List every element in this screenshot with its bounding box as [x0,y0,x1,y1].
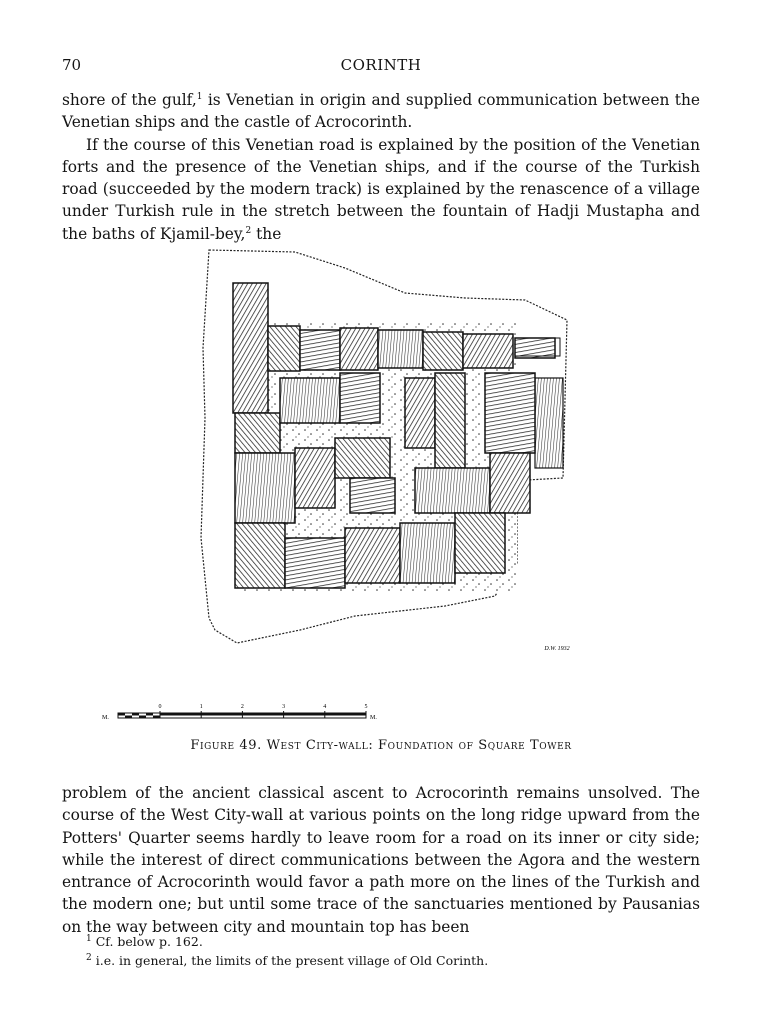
tower-plan-figure [195,238,580,658]
footnote-1: $^1$ Cf. below p. 162. [86,933,203,949]
running-head: CORINTH [340,56,422,74]
footnotes [86,932,488,970]
footnote-ref-1: 1 [196,91,203,102]
scale-tick-label: 4 [323,704,327,710]
scale-unit-left: M. [102,715,109,721]
paragraph-1: shore of the gulf,$^1$ is Venetian in origin and supplied communication between the Venetian ships and the castle of Acrocorinth. [62,91,700,132]
scale-tick-label: 1 [199,704,203,710]
page-header [62,56,700,76]
scale-bar [100,698,390,728]
bottom-text-block [62,782,700,938]
scale-tick-label: 5 [364,704,368,710]
paragraph-3: problem of the ancient classical ascent to Acrocorinth remains unsolved. The course of the West City-wall at various points on the long ridge upward from the Potters' Quarter seems hardly to leave room for a road on its inner or city side; while the interest of direct communications between the Agora and the western entrance of Acrocorinth would favor a path more on the lines of the Turkish and the modern one; but until some trace of the sanctuaries mentioned by Pausanias on the way between city and mountain top has been [62,784,700,936]
scale-tick-label: 0 [158,704,162,710]
page-number: 70 [62,56,82,74]
footnote-ref-2: 2 [245,225,252,236]
footnote-2: $^2$ i.e. in general, the limits of the present village of Old Corinth. [86,952,489,968]
scale-tick-label: 2 [240,704,244,710]
scale-unit-right: M. [370,715,377,721]
top-text-block [62,89,700,245]
paragraph-2: If the course of this Venetian road is explained by the position of the Venetian forts and the presence of the Venetian ships, and if the course of the Turkish road (succeeded by the modern track) is explained by the renascence of a village under Turkish rule in the stretch between the fountain of Hadji Mustapha and the baths of Kjamil-bey,$^2$ the [62,135,700,243]
figure-signature: D.W. 1932 [544,646,570,652]
stone-courses [233,283,563,593]
scale-tick-label: 3 [282,704,286,710]
figure-caption: Figure 49. West City-wall: Foundation of Square Tower [190,738,572,753]
